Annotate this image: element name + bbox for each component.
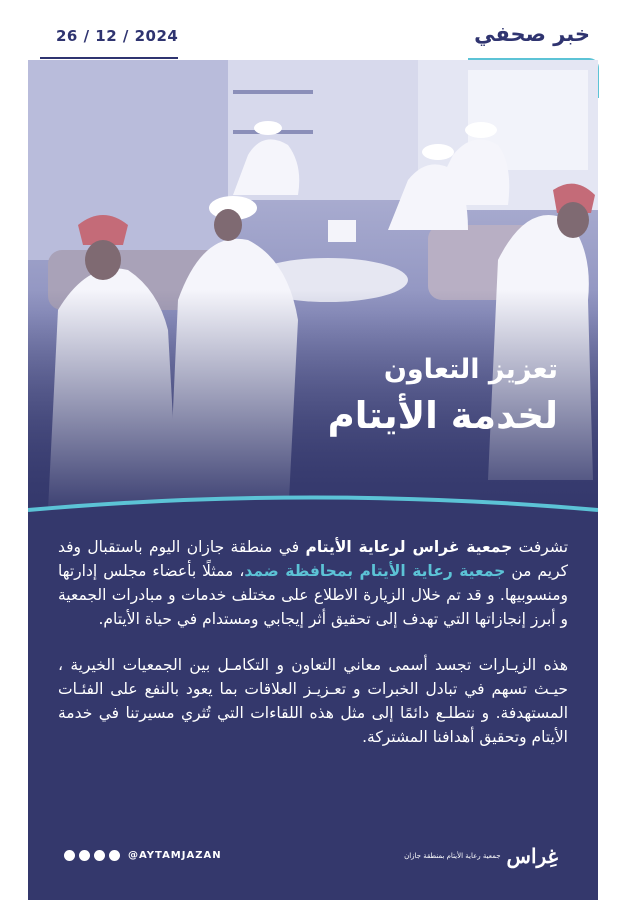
x-icon[interactable] <box>109 850 120 861</box>
meeting-photo <box>28 60 598 520</box>
header-divider <box>40 57 178 59</box>
article-body <box>58 535 568 771</box>
paragraph-1 <box>58 535 568 631</box>
headline-line-1: تعزيز التعاون <box>383 354 558 385</box>
headline-line-2: لخدمة الأيتام <box>327 394 558 437</box>
p1-rest: ، ممثلًا بأعضاء مجلس إدارتها ومنسوبيها. و قد تم خلال الزيارة الاطلاع على مختلف خدمات و مبادرات الجمعية و أبرز إنجازاتها التي تهدف إلى تحقيق أثر إيجابي ومستدام في حياة الأيتام. <box>58 562 568 628</box>
logo-subtitle: جمعية رعاية الأيتام بمنطقة جازان <box>404 852 501 860</box>
social-bar <box>64 850 222 861</box>
accent-wave <box>28 475 598 535</box>
snapchat-icon[interactable] <box>79 850 90 861</box>
org-name: جمعية غراس لرعاية الأيتام <box>305 538 513 556</box>
p1-mid: في منطقة جازان اليوم باستقبال وفد كريم من <box>58 538 568 580</box>
news-card <box>28 60 598 900</box>
paragraph-2: هذه الزيـارات تجسد أسمى معاني التعاون و التكامـل بين الجمعيات الخيرية ، حيـث تسهم في تبادل الخبرات و تعـزيـز العلاقات بما يعود بالنفع على الفئـات المستهدفة. و نتطلـع دائمًا إلى مثل هذه اللقاءات التي تُثري مسيرتنا في خدمة الأيتام وتحقيق أهدافنا المشتركة. <box>58 656 568 746</box>
guest-org-name: جمعية رعاية الأيتام بمحافظة ضمد <box>244 562 506 580</box>
p1-lead: تشرفت <box>512 538 569 556</box>
meeting-photo-illustration <box>28 60 598 520</box>
date-label: 26 / 12 / 2024 <box>56 27 179 45</box>
footer <box>28 840 598 880</box>
headline <box>198 350 558 442</box>
category-label: خبر صحفي <box>474 22 590 46</box>
social-handle[interactable]: @AYTAMJAZAN <box>128 850 222 861</box>
instagram-icon[interactable] <box>94 850 105 861</box>
gheras-logo <box>404 844 558 868</box>
twitter-icon[interactable] <box>64 850 75 861</box>
logo-wordmark: غِراس <box>506 844 558 868</box>
